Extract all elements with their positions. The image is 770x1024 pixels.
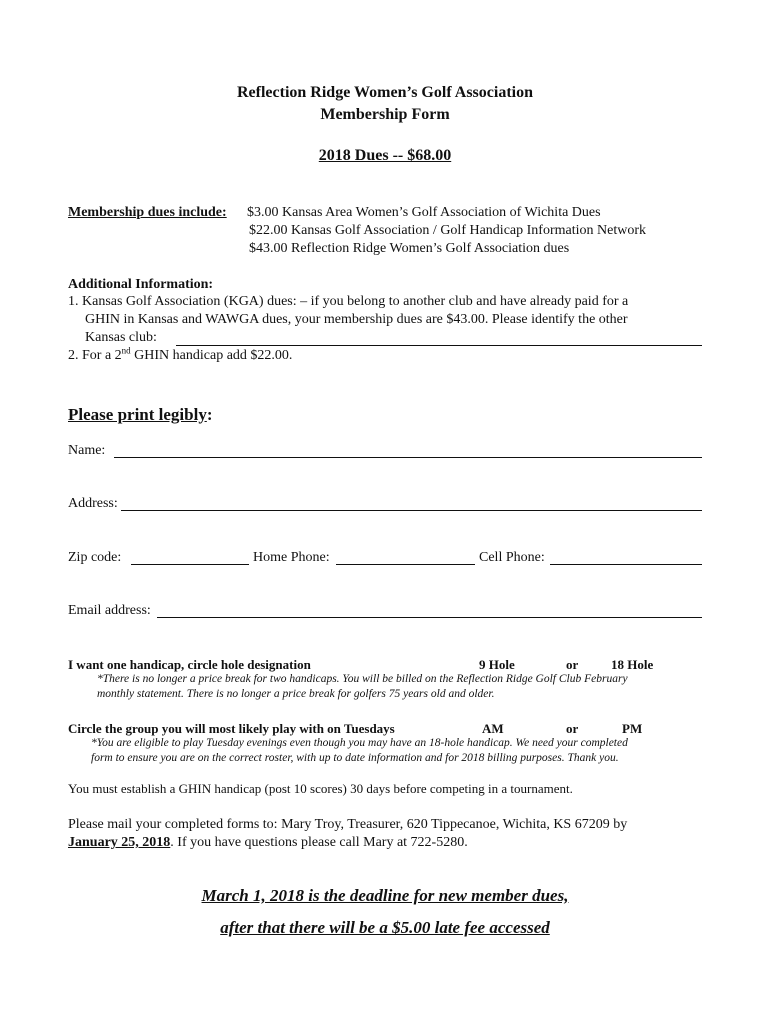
mail-instructions-cont: January 25, 2018. If you have questions please call Mary at 722-5280. <box>68 835 468 850</box>
additional-item-2: 2. For a 2nd GHIN handicap add $22.00. <box>68 345 293 363</box>
group-or: or <box>566 721 579 736</box>
address-label: Address: <box>68 496 118 511</box>
handicap-note-cont: monthly statement. There is no longer a price break for golfers 75 years old and older. <box>97 688 495 700</box>
email-field[interactable] <box>157 617 702 618</box>
late-fee-notice: after that there will be a $5.00 late fee accessed <box>220 918 550 937</box>
zip-field[interactable] <box>131 564 249 565</box>
handicap-or: or <box>566 657 579 672</box>
group-question: Circle the group you will most likely play with on Tuesdays <box>68 721 395 736</box>
home-phone-field[interactable] <box>336 564 475 565</box>
cell-phone-field[interactable] <box>550 564 702 565</box>
cell-phone-label: Cell Phone: <box>479 550 545 565</box>
name-field[interactable] <box>114 457 702 458</box>
handicap-option-9-hole[interactable]: 9 Hole <box>479 657 515 672</box>
dues-item: $43.00 Reflection Ridge Women’s Golf Association dues <box>249 241 570 256</box>
group-option-am[interactable]: AM <box>482 721 504 736</box>
other-club-label: Kansas club: <box>85 330 157 345</box>
group-note-cont: form to ensure you are on the correct roster, with up to date information and for 2018 billing purposes. Thank you. <box>91 752 619 764</box>
group-note: *You are eligible to play Tuesday evenings even though you may have an 18-hole handicap. We need your completed <box>91 737 628 749</box>
group-option-pm[interactable]: PM <box>622 721 643 736</box>
handicap-note: *There is no longer a price break for two handicaps. You will be billed on the Reflection Ridge Golf Club February <box>97 673 628 685</box>
form-title: Reflection Ridge Women’s Golf Association <box>237 84 533 101</box>
additional-item-1: 1. Kansas Golf Association (KGA) dues: – if you belong to another club and have already paid for a <box>68 294 629 309</box>
print-legibly-heading: Please print legibly: <box>68 405 213 424</box>
handicap-option-18-hole[interactable]: 18 Hole <box>611 657 654 672</box>
home-phone-label: Home Phone: <box>253 550 330 565</box>
additional-item-1-cont: GHIN in Kansas and WAWGA dues, your membership dues are $43.00. Please identify the other <box>85 312 628 327</box>
handicap-question: I want one handicap, circle hole designation <box>68 657 311 672</box>
mail-instructions: Please mail your completed forms to: Mary Troy, Treasurer, 620 Tippecanoe, Wichita, KS 67209 by <box>68 817 628 832</box>
deadline-date: January 25, 2018 <box>68 835 171 850</box>
address-field[interactable] <box>121 510 702 511</box>
dues-item: $22.00 Kansas Golf Association / Golf Handicap Information Network <box>249 223 646 238</box>
zip-label: Zip code: <box>68 550 122 565</box>
late-fee-deadline: March 1, 2018 is the deadline for new member dues, <box>201 886 569 905</box>
email-label: Email address: <box>68 603 151 618</box>
dues-item: $3.00 Kansas Area Women’s Golf Association of Wichita Dues <box>247 205 601 220</box>
form-subtitle: Membership Form <box>320 106 450 123</box>
name-label: Name: <box>68 443 106 458</box>
dues-include-label: Membership dues include: <box>68 205 227 220</box>
dues-amount: 2018 Dues -- $68.00 <box>318 147 452 164</box>
additional-info-heading: Additional Information: <box>68 277 214 292</box>
other-club-field[interactable] <box>176 345 702 346</box>
ghin-notice: You must establish a GHIN handicap (post 10 scores) 30 days before competing in a tournament. <box>68 781 573 796</box>
